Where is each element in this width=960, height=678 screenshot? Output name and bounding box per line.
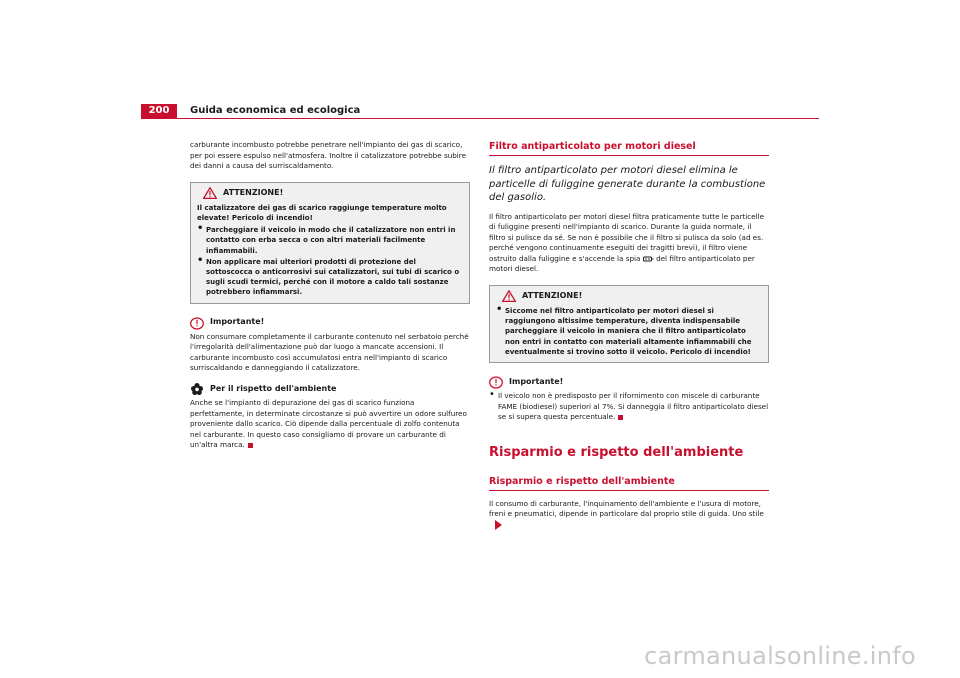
dpf-warning-lamp-icon: [643, 256, 654, 262]
important-title-dpf: [489, 375, 769, 389]
important-item-text: Il veicolo non è predisposto per il rifornimento con miscele di carburante FAME (biodiesel) superiori al 7%. Si danneggia il filtro antiparticolato diesel se si supera questa percentuale.: [498, 391, 769, 422]
important-title-text: Importante!: [509, 376, 564, 386]
left-column: [190, 140, 470, 459]
important-title: [190, 316, 470, 330]
warning-title: [502, 290, 762, 302]
running-title: Guida economica ed ecologica: [190, 105, 361, 116]
warning-title-text: ATTENZIONE!: [522, 290, 583, 300]
section-title-dpf: Filtro antiparticolato per motori diesel: [489, 140, 769, 156]
warning-box: [190, 182, 470, 304]
warning-item: • Parcheggiare il veicolo in modo che il catalizzatore non entri in contatto con erba secca o con altri materiali facilmente infiammabili.: [197, 225, 463, 256]
continue-arrow-icon: [495, 520, 502, 530]
dpf-body-text-end: del filtro antiparticolato per motori diesel.: [489, 253, 755, 274]
watermark: carmanualsonline.info: [644, 642, 916, 670]
warning-title: [203, 187, 463, 199]
intro-paragraph: carburante incombusto potrebbe penetrare nell'impianto dei gas di scarico, per poi essere espulso nell'atmosfera. Inoltre il catalizzatore potrebbe subire dei danni a causa del surriscaldamento.: [190, 140, 467, 171]
environment-title: [190, 382, 470, 396]
dpf-body-text: Il filtro antiparticolato per motori diesel filtra praticamente tutte le particelle di fuliggine presenti nell'impianto di scarico. Durante la guida normale, il filtro si pulisce da sé. Se non è possibile che il filtro si pulisca da solo (ad es. perché vengono continuamente eseguiti dei tragitti brevi), il filtro viene ostruito dalla fuliggine e s'accende la spia: [489, 211, 765, 263]
important-item: [489, 391, 769, 423]
warning-triangle-icon: [502, 290, 516, 302]
exclamation-icon: [190, 316, 204, 330]
closing-paragraph: [489, 499, 769, 531]
warning-triangle-icon: [203, 187, 217, 199]
environment-text-body: Anche se l'impianto di depurazione dei gas di scarico funziona perfettamente, in determinate circostanze si può avvertire un odore sulfureo proveniente dallo scarico. Ciò dipende dalla percentuale di zolfo contenuta nel carburante. In questo caso consigliamo di provare un carburante di un'altra marca.: [190, 397, 467, 450]
end-square-icon: [248, 443, 253, 448]
exclamation-icon: [489, 375, 503, 389]
subsection-title: Risparmio e rispetto dell'ambiente: [489, 475, 769, 491]
chapter-title: Risparmio e rispetto dell'ambiente: [489, 444, 744, 460]
dpf-body: [489, 212, 769, 276]
important-list: [489, 391, 769, 423]
page-number: 200: [141, 104, 177, 118]
header-rule: [141, 118, 819, 119]
end-square-icon: [618, 415, 623, 420]
warning-box-dpf: [489, 285, 769, 363]
flower-icon: [190, 382, 204, 396]
important-text: Non consumare completamente il carburante contenuto nel serbatoio perché l'irregolarità dell'alimentazione può dar luogo a mancate accensioni. Il carburante incombusto così accumulatosi entra nell'impianto di scarico surriscaldando e danneggiando il catalizzatore.: [190, 331, 469, 373]
warning-title-text: ATTENZIONE!: [223, 187, 284, 197]
warning-lead: Il catalizzatore dei gas di scarico raggiunge temperature molto elevate! Pericolo di incendio!: [197, 203, 447, 222]
environment-title-text: Per il rispetto dell'ambiente: [210, 383, 337, 393]
warning-item: • Siccome nel filtro antiparticolato per motori diesel si raggiungono altissime temperature, diventa indispensabile parcheggiare il veicolo in maniera che il filtro antiparticolato non entri in contatto con materiali altamente infiammabili che eventualmente si trovino sotto il veicolo. Pericolo di incendio!: [496, 306, 762, 357]
warning-item: • Non applicare mai ulteriori prodotti di protezione del sottoscocca o anticorrosivi sui catalizzatori, sui tubi di scarico o sugli scudi termici, perché con il motore a caldo tali sostanze potrebbero infiammarsi.: [197, 257, 463, 298]
important-title-text: Importante!: [210, 317, 265, 327]
right-column: [489, 140, 769, 539]
section-lead: Il filtro antiparticolato per motori diesel elimina le particelle di fuliggine generate durante la combustione del gasolio.: [489, 165, 766, 203]
environment-text: [190, 398, 470, 451]
closing-text: Il consumo di carburante, l'inquinamento dell'ambiente e l'usura di motore, freni e pneumatici, dipende in particolare dal proprio stile di guida. Uno stile: [489, 498, 764, 519]
